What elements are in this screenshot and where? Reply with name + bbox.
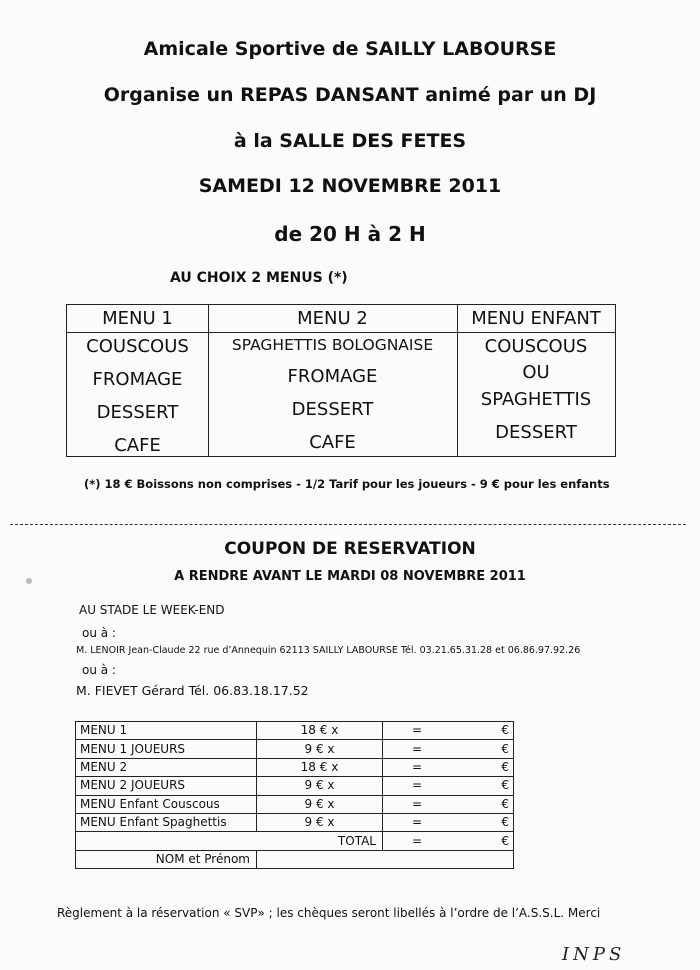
order-price: 9 € x bbox=[257, 795, 383, 813]
order-label: MENU Enfant Couscous bbox=[76, 795, 257, 813]
total-amount-field[interactable] bbox=[383, 832, 514, 850]
order-amount-field[interactable] bbox=[383, 722, 514, 740]
equals-sign: = bbox=[411, 778, 423, 793]
menu-table bbox=[66, 304, 616, 457]
event-title: Organise un REPAS DANSANT animé par un DJ bbox=[103, 84, 597, 106]
menu-item: DESSERT bbox=[96, 402, 179, 423]
menu-item: FROMAGE bbox=[287, 366, 378, 387]
equals-sign: = bbox=[411, 741, 423, 756]
order-amount-field[interactable] bbox=[383, 813, 514, 831]
order-amount-field[interactable] bbox=[383, 758, 514, 776]
menu-item: DESSERT bbox=[291, 399, 374, 420]
name-field[interactable] bbox=[257, 850, 514, 868]
event-hours: de 20 H à 2 H bbox=[274, 222, 426, 246]
menu-2-title: MENU 2 bbox=[297, 308, 368, 329]
event-date: SAMEDI 12 NOVEMBRE 2011 bbox=[198, 175, 502, 197]
order-price: 9 € x bbox=[257, 740, 383, 758]
euro-sign: € bbox=[501, 815, 509, 830]
order-price: 9 € x bbox=[257, 777, 383, 795]
order-price: 9 € x bbox=[257, 813, 383, 831]
menu-1-column bbox=[67, 305, 208, 456]
menu-item: CAFE bbox=[309, 432, 356, 453]
cut-line bbox=[10, 524, 686, 525]
menu-item: SPAGHETTIS BOLOGNAISE bbox=[231, 336, 434, 354]
table-row bbox=[76, 722, 514, 740]
menu-header-divider bbox=[67, 332, 615, 333]
coupon-deadline: A RENDRE AVANT LE MARDI 08 NOVEMBRE 2011 bbox=[174, 569, 526, 584]
order-amount-field[interactable] bbox=[383, 795, 514, 813]
euro-sign: € bbox=[501, 778, 509, 793]
order-label: MENU 2 JOUEURS bbox=[76, 777, 257, 795]
total-row bbox=[76, 832, 514, 850]
order-label: MENU Enfant Spaghettis bbox=[76, 813, 257, 831]
euro-sign: € bbox=[501, 723, 509, 738]
euro-sign: € bbox=[501, 833, 509, 848]
table-row bbox=[76, 740, 514, 758]
order-amount-field[interactable] bbox=[383, 777, 514, 795]
menu-1-title: MENU 1 bbox=[102, 308, 173, 329]
table-row bbox=[76, 813, 514, 831]
total-label: TOTAL bbox=[76, 832, 383, 850]
menu-item: DESSERT bbox=[495, 422, 577, 443]
equals-sign: = bbox=[411, 833, 423, 848]
order-table bbox=[75, 721, 514, 869]
equals-sign: = bbox=[411, 815, 423, 830]
order-label: MENU 1 bbox=[76, 722, 257, 740]
name-row bbox=[76, 850, 514, 868]
euro-sign: € bbox=[501, 741, 509, 756]
menu-enfant-column bbox=[457, 305, 615, 443]
menu-choice-label: AU CHOIX 2 MENUS (*) bbox=[170, 270, 348, 286]
payment-note: Règlement à la réservation « SVP» ; les chèques seront libellés à l’ordre de l’A.S.S.L. Merci bbox=[57, 906, 601, 920]
menu-2-column bbox=[208, 305, 457, 453]
table-row bbox=[76, 777, 514, 795]
handwritten-initials: INPS bbox=[562, 944, 626, 965]
menu-item: CAFE bbox=[114, 435, 161, 456]
euro-sign: € bbox=[501, 796, 509, 811]
menu-item: COUSCOUS bbox=[86, 336, 189, 357]
menu-item: FROMAGE bbox=[92, 369, 183, 390]
equals-sign: = bbox=[411, 759, 423, 774]
table-row bbox=[76, 758, 514, 776]
menu-item: SPAGHETTIS bbox=[480, 389, 592, 410]
table-row bbox=[76, 795, 514, 813]
coupon-title: COUPON DE RESERVATION bbox=[224, 539, 476, 559]
or-label: ou à : bbox=[82, 626, 116, 640]
contact-lenoir: M. LENOIR Jean-Claude 22 rue d’Annequin 62113 SAILLY LABOURSE Tél. 03.21.65.31.28 et 06.86.97.92.26 bbox=[76, 645, 581, 656]
order-amount-field[interactable] bbox=[383, 740, 514, 758]
venue: à la SALLE DES FETES bbox=[233, 130, 467, 152]
order-label: MENU 2 bbox=[76, 758, 257, 776]
or-label: ou à : bbox=[82, 663, 116, 677]
menu-item: OU bbox=[522, 362, 550, 383]
order-price: 18 € x bbox=[257, 722, 383, 740]
association-title: Amicale Sportive de SAILLY LABOURSE bbox=[143, 38, 557, 60]
equals-sign: = bbox=[411, 796, 423, 811]
contact-fievet: M. FIEVET Gérard Tél. 06.83.18.17.52 bbox=[76, 683, 309, 698]
euro-sign: € bbox=[501, 759, 509, 774]
drop-location: AU STADE LE WEEK-END bbox=[79, 603, 225, 617]
equals-sign: = bbox=[411, 723, 423, 738]
name-label: NOM et Prénom bbox=[76, 850, 257, 868]
price-note: (*) 18 € Boissons non comprises - 1/2 Tarif pour les joueurs - 9 € pour les enfants bbox=[84, 477, 610, 491]
menu-item: COUSCOUS bbox=[484, 336, 588, 357]
menu-enfant-title: MENU ENFANT bbox=[471, 308, 601, 329]
order-price: 18 € x bbox=[257, 758, 383, 776]
order-label: MENU 1 JOUEURS bbox=[76, 740, 257, 758]
